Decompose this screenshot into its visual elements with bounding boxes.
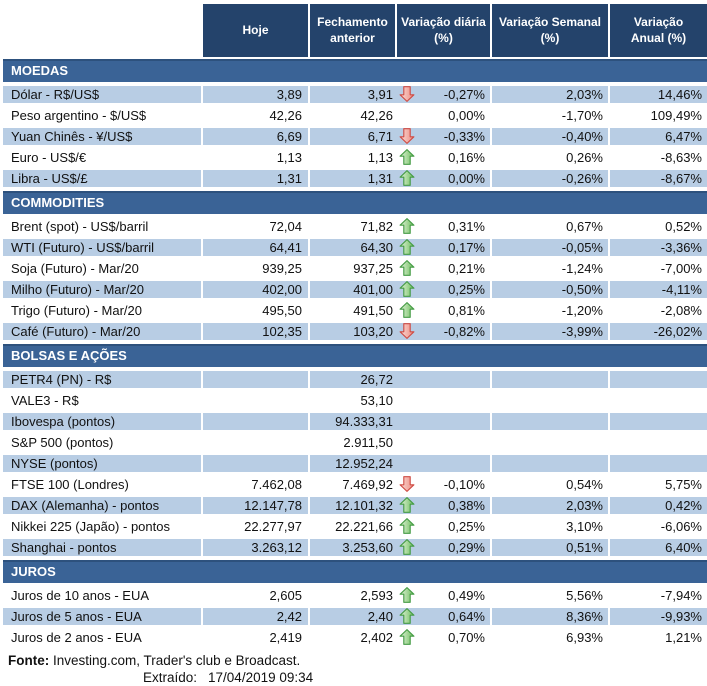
instrument-label: DAX (Alemanha) - pontos [3,497,203,514]
variacao-diaria-value [421,413,492,430]
variacao-anual-value: 0,42% [665,498,702,513]
variacao-anual-value [610,455,707,472]
variacao-semanal-value: 0,67% [492,218,610,235]
variacao-anual-value: 109,49% [650,108,702,123]
variacao-anual-value: -9,93% [660,609,702,624]
instrument-label: Nikkei 225 (Japão) - pontos [3,518,203,535]
column-header-fechamento-anterior [310,4,397,57]
up-arrow-icon [399,239,415,256]
column-header-variacao-diaria [397,4,492,57]
trend-arrow-cell [397,260,421,277]
variacao-semanal-value [492,434,610,451]
variacao-semanal-value: 5,56% [492,587,610,604]
trend-arrow-cell [397,371,421,388]
variacao-semanal-value: 0,26% [492,149,610,166]
variacao-diaria-value [421,434,492,451]
variacao-semanal-value: -0,05% [492,239,610,256]
column-header-text: Fechamento [317,14,388,29]
instrument-label: Juros de 10 anos - EUA [3,587,203,604]
fechamento-anterior-value: 401,00 [353,282,393,297]
variacao-semanal-value [492,392,610,409]
trend-arrow-cell [397,170,421,187]
trend-arrow-cell [397,476,421,493]
column-header-variacao-semanal [492,4,610,57]
variacao-semanal-value: 8,36% [492,608,610,625]
table-row [3,107,707,128]
trend-arrow-cell [397,302,421,319]
fechamento-anterior-value: 3.253,60 [342,540,393,555]
table-row [3,608,707,629]
table-row [3,371,707,392]
variacao-anual-value: 1,21% [665,630,702,645]
variacao-diaria-value: -0,27% [421,86,492,103]
instrument-label: VALE3 - R$ [3,392,203,409]
table-header-row [3,4,707,57]
fechamento-anterior-value: 2.911,50 [343,435,393,450]
variacao-diaria-value: 0,00% [421,170,492,187]
up-arrow-icon [399,149,415,166]
hoje-value: 402,00 [203,281,310,298]
trend-arrow-cell [397,539,421,556]
variacao-diaria-value: 0,38% [421,497,492,514]
column-header-text: Variação Semanal [498,14,602,29]
trend-arrow-cell [397,413,421,430]
trend-arrow-cell [397,434,421,451]
hoje-value: 7.462,08 [203,476,310,493]
instrument-label: Shanghai - pontos [3,539,203,556]
variacao-semanal-value [492,371,610,388]
fechamento-anterior-value: 3,91 [367,87,393,102]
trend-arrow-cell [397,455,421,472]
instrument-label: Juros de 2 anos - EUA [3,629,203,646]
down-arrow-icon [399,476,415,493]
up-arrow-icon [399,218,415,235]
hoje-value: 2,419 [203,629,310,646]
variacao-diaria-value: 0,17% [421,239,492,256]
table-row [3,260,707,281]
fonte-label: Fonte: [8,653,50,668]
trend-arrow-cell [397,281,421,298]
instrument-label: Libra - US$/£ [3,170,203,187]
variacao-anual-value: 6,40% [665,540,702,555]
hoje-value: 42,26 [203,107,310,124]
hoje-value: 3.263,12 [203,539,310,556]
table-row [3,497,707,518]
trend-arrow-cell [397,149,421,166]
column-header-text: Anual (%) [630,30,687,45]
trend-arrow-cell [397,497,421,514]
variacao-semanal-value: 2,03% [492,497,610,514]
hoje-value: 3,89 [203,86,310,103]
instrument-label: NYSE (pontos) [3,455,203,472]
fechamento-anterior-value: 2,593 [360,588,393,603]
variacao-semanal-value: 6,93% [492,629,610,646]
variacao-diaria-value: 0,31% [421,218,492,235]
instrument-label: S&P 500 (pontos) [3,434,203,451]
section-header: COMMODITIES [3,191,707,218]
hoje-value: 1,13 [203,149,310,166]
variacao-anual-value: 0,52% [665,219,702,234]
instrument-label: Ibovespa (pontos) [3,413,203,430]
table-row [3,476,707,497]
section-header: BOLSAS E AÇÕES [3,344,707,371]
instrument-label: Dólar - R$/US$ [3,86,203,103]
instrument-label: Soja (Futuro) - Mar/20 [3,260,203,277]
source-line [3,652,707,669]
column-header-text: (%) [434,30,453,45]
variacao-anual-value [610,434,707,451]
fechamento-anterior-value: 7.469,92 [342,477,393,492]
variacao-anual-value: -8,63% [660,150,702,165]
up-arrow-icon [399,629,415,646]
variacao-semanal-value: -1,20% [492,302,610,319]
instrument-label: Trigo (Futuro) - Mar/20 [3,302,203,319]
instrument-label: Milho (Futuro) - Mar/20 [3,281,203,298]
fechamento-anterior-value: 26,72 [360,372,393,387]
trend-arrow-cell [397,239,421,256]
up-arrow-icon [399,518,415,535]
fechamento-anterior-value: 22.221,66 [335,519,393,534]
hoje-value: 1,31 [203,170,310,187]
hoje-value: 939,25 [203,260,310,277]
trend-arrow-cell [397,323,421,340]
variacao-anual-value: -6,06% [660,519,702,534]
variacao-anual-value: -2,08% [660,303,702,318]
hoje-value: 64,41 [203,239,310,256]
fechamento-anterior-value: 12.952,24 [335,456,393,471]
extracted-line [3,669,707,686]
variacao-semanal-value: 2,03% [492,86,610,103]
table-body [3,59,707,650]
instrument-label: PETR4 (PN) - R$ [3,371,203,388]
table-row [3,128,707,149]
fechamento-anterior-value: 1,13 [367,150,393,165]
up-arrow-icon [399,539,415,556]
fechamento-anterior-value: 103,20 [353,324,393,339]
up-arrow-icon [399,281,415,298]
column-header-text: Hoje [242,22,269,37]
table-row [3,392,707,413]
variacao-semanal-value: -0,26% [492,170,610,187]
table-row [3,413,707,434]
variacao-diaria-value: 0,21% [421,260,492,277]
variacao-semanal-value [492,413,610,430]
hoje-value: 6,69 [203,128,310,145]
fechamento-anterior-value: 53,10 [360,393,393,408]
variacao-diaria-value: 0,81% [421,302,492,319]
variacao-anual-value: 6,47% [665,129,702,144]
table-row [3,455,707,476]
variacao-diaria-value: 0,25% [421,518,492,535]
variacao-semanal-value: -1,24% [492,260,610,277]
variacao-diaria-value: -0,10% [421,476,492,493]
hoje-value: 72,04 [203,218,310,235]
fechamento-anterior-value: 12.101,32 [335,498,393,513]
table-row [3,587,707,608]
column-header-text: anterior [330,30,375,45]
variacao-diaria-value: 0,00% [421,107,492,124]
hoje-value [203,413,310,430]
column-header-text: Variação [633,14,684,29]
up-arrow-icon [399,170,415,187]
trend-arrow-cell [397,518,421,535]
trend-arrow-cell [397,392,421,409]
variacao-anual-value: -7,00% [660,261,702,276]
fechamento-anterior-value: 42,26 [360,108,393,123]
trend-arrow-cell [397,218,421,235]
section-header: JUROS [3,560,707,587]
up-arrow-icon [399,260,415,277]
variacao-anual-value [610,392,707,409]
down-arrow-icon [399,323,415,340]
table-row [3,86,707,107]
variacao-semanal-value: 0,51% [492,539,610,556]
instrument-label: FTSE 100 (Londres) [3,476,203,493]
variacao-anual-value: -7,94% [660,588,702,603]
table-row [3,218,707,239]
variacao-semanal-value: 0,54% [492,476,610,493]
hoje-value [203,371,310,388]
hoje-value: 495,50 [203,302,310,319]
variacao-diaria-value: 0,25% [421,281,492,298]
table-row [3,323,707,344]
variacao-anual-value [610,371,707,388]
variacao-anual-value: -8,67% [660,171,702,186]
instrument-label: Brent (spot) - US$/barril [3,218,203,235]
variacao-diaria-value: 0,49% [421,587,492,604]
column-header-hoje [203,4,310,57]
variacao-anual-value [610,413,707,430]
extraido-timestamp: 17/04/2019 09:34 [208,670,314,685]
fechamento-anterior-value: 491,50 [353,303,393,318]
hoje-value: 22.277,97 [203,518,310,535]
table-row [3,170,707,191]
variacao-semanal-value: -0,40% [492,128,610,145]
variacao-diaria-value: 0,70% [421,629,492,646]
hoje-value: 2,42 [203,608,310,625]
fechamento-anterior-value: 1,31 [367,171,393,186]
up-arrow-icon [399,587,415,604]
trend-arrow-cell [397,587,421,604]
fechamento-anterior-value: 2,40 [367,609,393,624]
up-arrow-icon [399,608,415,625]
trend-arrow-cell [397,107,421,124]
variacao-semanal-value: -0,50% [492,281,610,298]
instrument-label: WTI (Futuro) - US$/barril [3,239,203,256]
hoje-value: 2,605 [203,587,310,604]
variacao-semanal-value [492,455,610,472]
table-row [3,434,707,455]
down-arrow-icon [399,128,415,145]
trend-arrow-cell [397,86,421,103]
variacao-diaria-value: -0,82% [421,323,492,340]
hoje-value [203,455,310,472]
table-row [3,239,707,260]
trend-arrow-cell [397,128,421,145]
instrument-label: Peso argentino - $/US$ [3,107,203,124]
variacao-semanal-value: -3,99% [492,323,610,340]
table-row [3,518,707,539]
variacao-diaria-value: -0,33% [421,128,492,145]
column-header-text: Variação diária [401,14,486,29]
section-header: MOEDAS [3,59,707,86]
variacao-diaria-value: 0,29% [421,539,492,556]
fonte-text: Investing.com, Trader's club e Broadcast. [53,653,301,668]
fechamento-anterior-value: 6,71 [367,129,393,144]
instrument-label: Juros de 5 anos - EUA [3,608,203,625]
footer [3,652,707,686]
table-row [3,539,707,560]
fechamento-anterior-value: 937,25 [353,261,393,276]
instrument-label: Yuan Chinês - ¥/US$ [3,128,203,145]
table-row [3,302,707,323]
extraido-label: Extraído: [143,670,198,685]
variacao-diaria-value: 0,64% [421,608,492,625]
variacao-diaria-value [421,392,492,409]
column-header-text: (%) [540,30,560,45]
variacao-semanal-value: 3,10% [492,518,610,535]
down-arrow-icon [399,86,415,103]
variacao-anual-value: -26,02% [653,324,702,339]
table-row [3,629,707,650]
variacao-diaria-value [421,455,492,472]
instrument-label: Café (Futuro) - Mar/20 [3,323,203,340]
up-arrow-icon [399,302,415,319]
variacao-semanal-value: -1,70% [492,107,610,124]
variacao-diaria-value: 0,16% [421,149,492,166]
fechamento-anterior-value: 2,402 [360,630,393,645]
header-corner-cell [3,4,203,57]
trend-arrow-cell [397,629,421,646]
fechamento-anterior-value: 64,30 [360,240,393,255]
variacao-anual-value: -3,36% [660,240,702,255]
hoje-value: 102,35 [203,323,310,340]
hoje-value: 12.147,78 [203,497,310,514]
table-row [3,281,707,302]
variacao-diaria-value [421,371,492,388]
table-row [3,149,707,170]
variacao-anual-value: -4,11% [661,282,702,297]
trend-arrow-cell [397,608,421,625]
variacao-anual-value: 14,46% [657,87,702,102]
hoje-value [203,392,310,409]
column-header-variacao-anual [610,4,707,57]
variacao-anual-value: 5,75% [665,477,702,492]
fechamento-anterior-value: 94.333,31 [335,414,393,429]
fechamento-anterior-value: 71,82 [360,219,393,234]
hoje-value [203,434,310,451]
instrument-label: Euro - US$/€ [3,149,203,166]
up-arrow-icon [399,497,415,514]
